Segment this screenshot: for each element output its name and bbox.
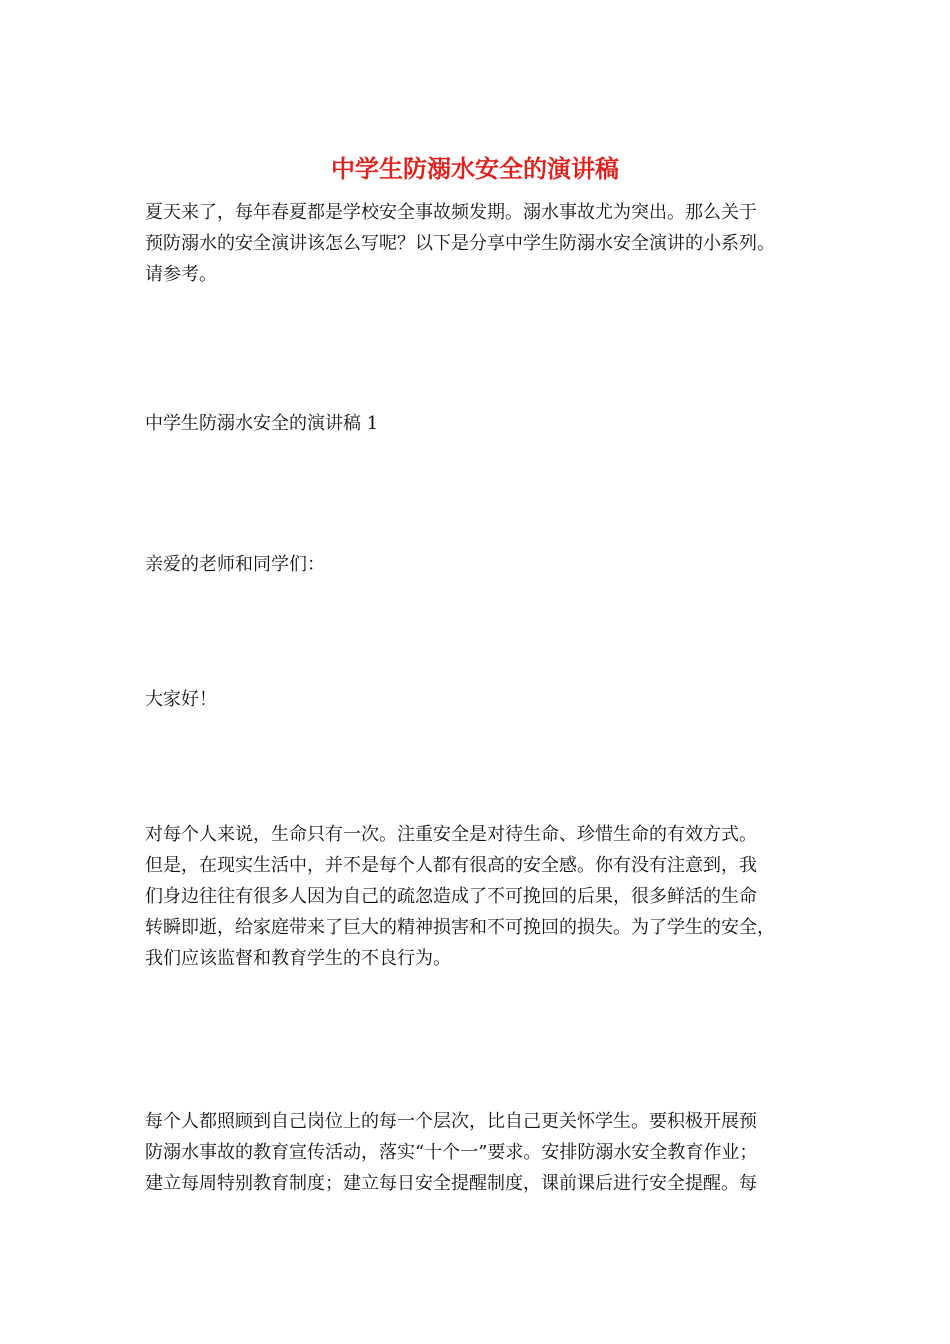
intro-line: 请参考。 bbox=[145, 264, 217, 285]
intro-line: 预防溺水的安全演讲该怎么写呢？以下是分享中学生防溺水安全演讲的小系列。 bbox=[145, 233, 775, 254]
body-paragraph-1 bbox=[145, 819, 810, 974]
paragraph-line: 建立每周特别教育制度；建立每日安全提醒制度，课前课后进行安全提醒。每 bbox=[145, 1173, 757, 1194]
greeting: 大家好！ bbox=[145, 689, 217, 710]
paragraph-line: 但是，在现实生活中，并不是每个人都有很高的安全感。你有没有注意到，我 bbox=[145, 855, 757, 876]
paragraph-line: 们身边往往有很多人因为自己的疏忽造成了不可挽回的后果，很多鲜活的生命 bbox=[145, 886, 757, 907]
section-heading: 中学生防溺水安全的演讲稿 1 bbox=[145, 413, 379, 434]
document-title: 中学生防溺水安全的演讲稿 bbox=[331, 154, 619, 183]
intro-paragraph bbox=[145, 197, 810, 290]
paragraph-line: 防溺水事故的教育宣传活动，落实“十个一”要求。安排防溺水安全教育作业； bbox=[145, 1142, 758, 1163]
salutation: 亲爱的老师和同学们： bbox=[145, 554, 325, 575]
paragraph-line: 对每个人来说，生命只有一次。注重安全是对待生命、珍惜生命的有效方式。 bbox=[145, 824, 757, 845]
intro-line: 夏天来了，每年春夏都是学校安全事故频发期。溺水事故尤为突出。那么关于 bbox=[145, 202, 757, 223]
paragraph-line: 每个人都照顾到自己岗位上的每一个层次，比自己更关怀学生。要积极开展预 bbox=[145, 1111, 757, 1132]
paragraph-line: 我们应该监督和教育学生的不良行为。 bbox=[145, 948, 451, 969]
body-paragraph-2 bbox=[145, 1106, 810, 1199]
paragraph-line: 转瞬即逝，给家庭带来了巨大的精神损害和不可挽回的损失。为了学生的安全， bbox=[145, 917, 775, 938]
